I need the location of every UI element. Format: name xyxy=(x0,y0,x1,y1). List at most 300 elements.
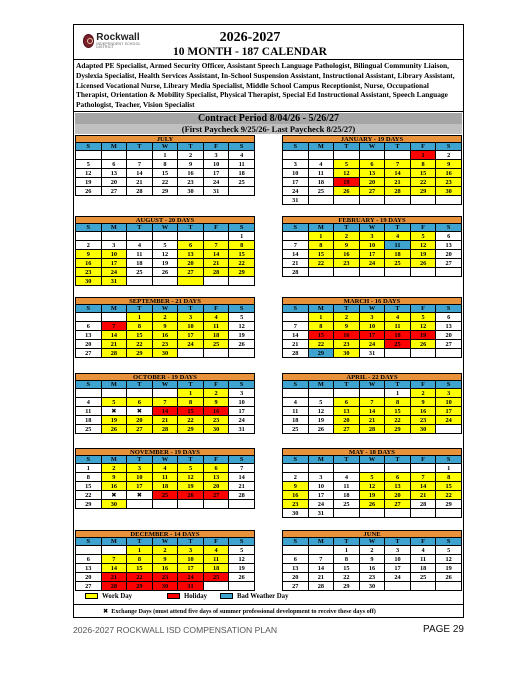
month-6 xyxy=(282,297,462,358)
day-cell: 24 xyxy=(385,573,411,582)
day-cell: 19 xyxy=(410,250,436,259)
day-cell: 31 xyxy=(308,509,334,518)
day-cell: 18 xyxy=(127,259,153,268)
day-cell: 13 xyxy=(436,322,462,331)
day-cell: 11 xyxy=(385,241,411,250)
month-title: FEBRUARY - 19 DAYS xyxy=(282,216,462,223)
day-cell: 27 xyxy=(178,268,204,277)
day-cell xyxy=(229,277,255,286)
day-cell: 7 xyxy=(385,160,411,169)
weekday-header: F xyxy=(203,456,229,464)
month-title: SEPTEMBER - 21 DAYS xyxy=(75,297,255,304)
day-cell: 1 xyxy=(127,546,153,555)
day-cell xyxy=(178,349,204,358)
day-cell: 23 xyxy=(359,573,385,582)
day-cell: 15 xyxy=(410,169,436,178)
day-cell xyxy=(152,389,178,398)
day-cell: 5 xyxy=(152,241,178,250)
day-cell: 14 xyxy=(203,250,229,259)
day-cell: 14 xyxy=(152,407,178,416)
day-cell: 23 xyxy=(334,340,360,349)
day-cell: 5 xyxy=(178,464,204,473)
day-cell xyxy=(334,151,360,160)
day-cell: 14 xyxy=(101,331,127,340)
exchange-day-icon: ✖ xyxy=(101,491,127,500)
day-cell: 29 xyxy=(152,187,178,196)
day-cell: 24 xyxy=(229,416,255,425)
day-cell: 7 xyxy=(308,555,334,564)
day-cell: 29 xyxy=(127,582,153,591)
exchange-note xyxy=(75,608,462,616)
legend-bad-weather-swatch xyxy=(220,593,233,599)
day-cell: 10 xyxy=(283,169,309,178)
day-cell: 27 xyxy=(101,187,127,196)
day-cell: 31 xyxy=(359,349,385,358)
day-cell: 14 xyxy=(385,169,411,178)
weekday-header: W xyxy=(152,538,178,546)
weekday-header: T xyxy=(334,143,360,151)
day-cell: 8 xyxy=(308,322,334,331)
month-title: AUGUST - 20 DAYS xyxy=(75,216,255,223)
day-cell: 20 xyxy=(283,573,309,582)
day-cell: 3 xyxy=(359,313,385,322)
day-cell xyxy=(436,582,462,591)
day-cell xyxy=(385,268,411,277)
day-cell: 21 xyxy=(283,259,309,268)
day-cell: 8 xyxy=(178,398,204,407)
day-cell xyxy=(203,500,229,509)
day-cell: 17 xyxy=(436,407,462,416)
day-cell: 3 xyxy=(359,232,385,241)
day-cell xyxy=(127,232,153,241)
day-cell: 30 xyxy=(359,582,385,591)
day-cell: 20 xyxy=(436,250,462,259)
weekday-header: T xyxy=(385,456,411,464)
weekday-header: T xyxy=(334,224,360,232)
day-cell: 1 xyxy=(436,464,462,473)
day-cell: 15 xyxy=(334,564,360,573)
day-cell: 6 xyxy=(436,313,462,322)
day-cell: 16 xyxy=(76,259,102,268)
contract-period: Contract Period 8/04/26 - 5/26/27 xyxy=(75,113,462,124)
legend-holiday-label: Holiday xyxy=(184,593,208,600)
day-cell: 31 xyxy=(203,187,229,196)
day-cell: 1 xyxy=(76,464,102,473)
day-cell: 18 xyxy=(385,331,411,340)
day-cell: 3 xyxy=(178,546,204,555)
day-cell xyxy=(178,232,204,241)
weekday-header: M xyxy=(308,305,334,313)
calendar-year: 2026-2027 xyxy=(219,30,281,45)
day-cell: 27 xyxy=(76,582,102,591)
day-cell: 13 xyxy=(203,473,229,482)
weekday-header: T xyxy=(127,224,153,232)
weekday-header: F xyxy=(410,456,436,464)
day-cell: 1 xyxy=(178,389,204,398)
legend-divider xyxy=(73,604,464,605)
day-cell: 15 xyxy=(152,169,178,178)
month-table xyxy=(282,537,462,591)
day-cell: 18 xyxy=(334,491,360,500)
day-cell: 20 xyxy=(178,259,204,268)
day-cell xyxy=(229,187,255,196)
weekday-header: F xyxy=(203,224,229,232)
day-cell: 29 xyxy=(229,268,255,277)
month-table xyxy=(282,304,462,358)
month-10 xyxy=(282,448,462,518)
day-cell xyxy=(127,389,153,398)
day-cell: 13 xyxy=(76,331,102,340)
day-cell: 2 xyxy=(101,464,127,473)
day-cell xyxy=(385,509,411,518)
day-cell: 25 xyxy=(334,500,360,509)
weekday-header: F xyxy=(410,224,436,232)
day-cell: 14 xyxy=(101,564,127,573)
day-cell: 2 xyxy=(178,151,204,160)
day-cell: 18 xyxy=(203,564,229,573)
day-cell: 6 xyxy=(385,473,411,482)
month-table xyxy=(75,223,255,286)
legend xyxy=(75,592,462,601)
day-cell: 6 xyxy=(127,398,153,407)
day-cell: 29 xyxy=(410,187,436,196)
page-number: PAGE 29 xyxy=(423,624,464,635)
weekday-header: T xyxy=(178,381,204,389)
day-cell: 5 xyxy=(334,160,360,169)
day-cell: 17 xyxy=(229,407,255,416)
day-cell xyxy=(101,313,127,322)
day-cell: 15 xyxy=(76,482,102,491)
district-logo xyxy=(83,32,145,50)
weekday-header: M xyxy=(101,143,127,151)
day-cell: 19 xyxy=(359,491,385,500)
day-cell xyxy=(101,151,127,160)
day-cell xyxy=(76,389,102,398)
day-cell: 31 xyxy=(283,196,309,205)
logo-subtitle: INDEPENDENT SCHOOL DISTRICT xyxy=(96,41,141,49)
weekday-header: S xyxy=(436,456,462,464)
day-cell xyxy=(308,196,334,205)
day-cell: 12 xyxy=(436,555,462,564)
day-cell: 21 xyxy=(410,491,436,500)
day-cell: 23 xyxy=(152,340,178,349)
weekday-header: M xyxy=(101,224,127,232)
day-cell: 26 xyxy=(229,573,255,582)
day-cell: 17 xyxy=(283,178,309,187)
day-cell: 25 xyxy=(127,268,153,277)
day-cell: 25 xyxy=(203,340,229,349)
day-cell xyxy=(101,232,127,241)
day-cell: 31 xyxy=(101,277,127,286)
weekday-header: S xyxy=(283,381,309,389)
day-cell: 9 xyxy=(334,241,360,250)
day-cell: 18 xyxy=(229,169,255,178)
day-cell: 2 xyxy=(152,546,178,555)
legend-bad-weather-label: Bad Weather Day xyxy=(237,593,289,600)
day-cell: 17 xyxy=(178,331,204,340)
weekday-header: T xyxy=(178,224,204,232)
day-cell: 7 xyxy=(127,160,153,169)
day-cell: 11 xyxy=(410,555,436,564)
day-cell xyxy=(334,196,360,205)
day-cell: 28 xyxy=(203,268,229,277)
day-cell: 15 xyxy=(308,250,334,259)
legend-work-label: Work Day xyxy=(102,593,133,600)
day-cell: 24 xyxy=(178,573,204,582)
day-cell xyxy=(359,196,385,205)
day-cell: 3 xyxy=(308,473,334,482)
day-cell: 5 xyxy=(359,473,385,482)
day-cell: 18 xyxy=(152,482,178,491)
day-cell: 21 xyxy=(229,482,255,491)
weekday-header: W xyxy=(152,305,178,313)
day-cell: 19 xyxy=(229,331,255,340)
day-cell: 19 xyxy=(229,564,255,573)
day-cell: 30 xyxy=(101,500,127,509)
exchange-note-text: Exchange Days (must attend five days of summer professional development to receive these days off) xyxy=(111,608,376,615)
day-cell: 21 xyxy=(283,340,309,349)
day-cell: 4 xyxy=(203,313,229,322)
day-cell: 11 xyxy=(283,407,309,416)
day-cell xyxy=(283,546,309,555)
exchange-day-icon: ✖ xyxy=(127,491,153,500)
day-cell: 4 xyxy=(229,151,255,160)
day-cell xyxy=(359,509,385,518)
day-cell: 1 xyxy=(308,313,334,322)
month-11 xyxy=(75,530,255,591)
day-cell: 25 xyxy=(385,259,411,268)
day-cell: 6 xyxy=(76,555,102,564)
day-cell xyxy=(203,277,229,286)
month-4 xyxy=(282,216,462,277)
weekday-header: S xyxy=(436,143,462,151)
day-cell: 12 xyxy=(410,241,436,250)
weekday-header: S xyxy=(76,381,102,389)
day-cell: 30 xyxy=(178,187,204,196)
day-cell: 9 xyxy=(334,322,360,331)
day-cell: 12 xyxy=(229,555,255,564)
calendar-title: 10 MONTH - 187 CALENDAR xyxy=(173,46,327,58)
day-cell: 6 xyxy=(178,241,204,250)
day-cell: 14 xyxy=(308,564,334,573)
month-table xyxy=(75,304,255,358)
day-cell: 4 xyxy=(76,398,102,407)
day-cell: 15 xyxy=(436,482,462,491)
day-cell xyxy=(101,546,127,555)
day-cell: 16 xyxy=(178,169,204,178)
day-cell xyxy=(436,268,462,277)
day-cell: 4 xyxy=(283,398,309,407)
day-cell xyxy=(410,196,436,205)
day-cell: 25 xyxy=(283,425,309,434)
day-cell: 9 xyxy=(410,398,436,407)
day-cell: 15 xyxy=(127,331,153,340)
day-cell: 28 xyxy=(283,268,309,277)
day-cell: 28 xyxy=(308,582,334,591)
day-cell: 10 xyxy=(359,322,385,331)
day-cell: 18 xyxy=(76,416,102,425)
day-cell xyxy=(76,546,102,555)
day-cell: 7 xyxy=(283,241,309,250)
day-cell: 13 xyxy=(334,407,360,416)
day-cell xyxy=(203,582,229,591)
month-table xyxy=(75,455,255,509)
weekday-header: F xyxy=(203,381,229,389)
day-cell: 18 xyxy=(385,250,411,259)
day-cell: 18 xyxy=(203,331,229,340)
weekday-header: S xyxy=(283,456,309,464)
day-cell: 24 xyxy=(359,259,385,268)
day-cell: 2 xyxy=(152,313,178,322)
day-cell: 1 xyxy=(334,546,360,555)
day-cell: 20 xyxy=(385,491,411,500)
day-cell: 12 xyxy=(76,169,102,178)
day-cell: 1 xyxy=(229,232,255,241)
month-title: DECEMBER - 14 DAYS xyxy=(75,530,255,537)
month-title: MARCH - 16 DAYS xyxy=(282,297,462,304)
day-cell: 23 xyxy=(436,178,462,187)
day-cell: 27 xyxy=(203,491,229,500)
day-cell: 19 xyxy=(76,178,102,187)
day-cell: 11 xyxy=(127,250,153,259)
day-cell: 13 xyxy=(436,241,462,250)
month-2 xyxy=(282,135,462,205)
day-cell: 18 xyxy=(283,416,309,425)
day-cell xyxy=(178,277,204,286)
day-cell xyxy=(127,500,153,509)
day-cell: 26 xyxy=(436,573,462,582)
day-cell xyxy=(76,313,102,322)
day-cell: 7 xyxy=(359,398,385,407)
day-cell: 9 xyxy=(152,555,178,564)
day-cell: 21 xyxy=(385,178,411,187)
day-cell: 23 xyxy=(410,416,436,425)
day-cell xyxy=(127,151,153,160)
day-cell: 20 xyxy=(436,331,462,340)
weekday-header: S xyxy=(76,143,102,151)
weekday-header: S xyxy=(76,538,102,546)
day-cell: 21 xyxy=(101,573,127,582)
day-cell: 22 xyxy=(385,416,411,425)
weekday-header: T xyxy=(385,143,411,151)
day-cell: 20 xyxy=(203,482,229,491)
month-1 xyxy=(75,135,255,196)
header-divider xyxy=(73,59,464,60)
day-cell: 29 xyxy=(436,500,462,509)
day-cell: 8 xyxy=(385,398,411,407)
day-cell: 23 xyxy=(283,500,309,509)
day-cell: 24 xyxy=(436,416,462,425)
day-cell: 17 xyxy=(203,169,229,178)
day-cell: 28 xyxy=(385,187,411,196)
day-cell: 20 xyxy=(76,340,102,349)
day-cell xyxy=(436,349,462,358)
weekday-header: M xyxy=(101,538,127,546)
day-cell: 1 xyxy=(127,313,153,322)
day-cell: 1 xyxy=(385,389,411,398)
day-cell: 4 xyxy=(410,546,436,555)
day-cell: 28 xyxy=(229,491,255,500)
day-cell: 31 xyxy=(229,425,255,434)
month-title: MAY - 18 DAYS xyxy=(282,448,462,455)
day-cell xyxy=(436,425,462,434)
day-cell: 15 xyxy=(229,250,255,259)
day-cell: 26 xyxy=(410,259,436,268)
day-cell: 9 xyxy=(359,555,385,564)
day-cell: 6 xyxy=(101,160,127,169)
day-cell: 10 xyxy=(229,398,255,407)
day-cell: 10 xyxy=(178,322,204,331)
day-cell: 12 xyxy=(308,407,334,416)
day-cell xyxy=(152,500,178,509)
day-cell xyxy=(410,509,436,518)
day-cell: 8 xyxy=(127,555,153,564)
day-cell: 19 xyxy=(308,416,334,425)
day-cell xyxy=(385,151,411,160)
month-8 xyxy=(282,373,462,434)
weekday-header: F xyxy=(203,538,229,546)
day-cell: 5 xyxy=(229,313,255,322)
day-cell: 30 xyxy=(152,349,178,358)
day-cell: 4 xyxy=(308,160,334,169)
day-cell xyxy=(76,232,102,241)
day-cell: 4 xyxy=(127,241,153,250)
day-cell: 9 xyxy=(101,473,127,482)
day-cell: 3 xyxy=(203,151,229,160)
weekday-header: S xyxy=(229,305,255,313)
day-cell: 6 xyxy=(203,464,229,473)
day-cell xyxy=(283,313,309,322)
day-cell: 9 xyxy=(436,160,462,169)
day-cell xyxy=(229,582,255,591)
day-cell: 13 xyxy=(76,564,102,573)
day-cell: 24 xyxy=(283,187,309,196)
day-cell: 11 xyxy=(334,482,360,491)
day-cell: 14 xyxy=(127,169,153,178)
day-cell xyxy=(359,151,385,160)
weekday-header: S xyxy=(436,305,462,313)
day-cell: 7 xyxy=(101,322,127,331)
day-cell: 25 xyxy=(152,491,178,500)
day-cell: 10 xyxy=(436,398,462,407)
day-cell: 6 xyxy=(76,322,102,331)
day-cell: 22 xyxy=(152,178,178,187)
day-cell: 20 xyxy=(76,573,102,582)
day-cell xyxy=(385,349,411,358)
weekday-header: M xyxy=(308,143,334,151)
weekday-header: W xyxy=(359,143,385,151)
day-cell: 13 xyxy=(385,482,411,491)
day-cell: 22 xyxy=(229,259,255,268)
month-title: APRIL - 22 DAYS xyxy=(282,373,462,380)
day-cell: 8 xyxy=(76,473,102,482)
weekday-header: T xyxy=(385,224,411,232)
day-cell: 8 xyxy=(436,473,462,482)
day-cell: 22 xyxy=(308,259,334,268)
weekday-header: W xyxy=(152,381,178,389)
day-cell: 16 xyxy=(334,331,360,340)
day-cell: 8 xyxy=(229,241,255,250)
day-cell: 12 xyxy=(229,322,255,331)
weekday-header: T xyxy=(178,456,204,464)
day-cell: 16 xyxy=(152,564,178,573)
day-cell: 9 xyxy=(152,322,178,331)
day-cell: 7 xyxy=(283,322,309,331)
day-cell: 3 xyxy=(178,313,204,322)
paycheck-dates: (First Paycheck 9/25/26- Last Paycheck 8/25/27) xyxy=(75,124,462,134)
day-cell xyxy=(359,464,385,473)
day-cell: 8 xyxy=(334,555,360,564)
